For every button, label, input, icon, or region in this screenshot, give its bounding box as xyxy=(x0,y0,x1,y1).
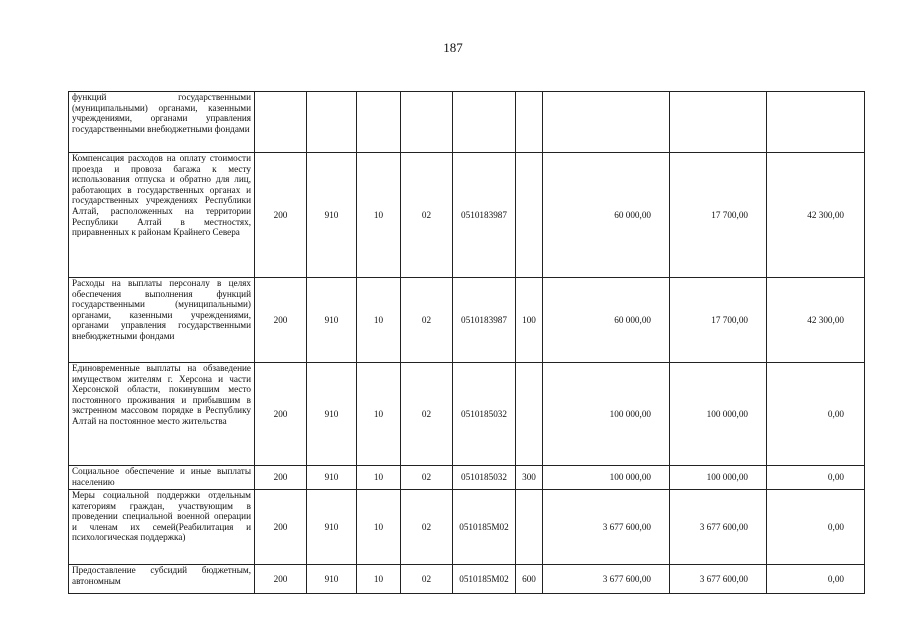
cell-amount-2: 100 000,00 xyxy=(670,466,767,490)
cell-code-1: 200 xyxy=(255,278,307,363)
cell-target-article: 0510183987 xyxy=(453,278,516,363)
cell-expense-type: 100 xyxy=(516,278,543,363)
cell-amount-3 xyxy=(767,92,865,153)
row-description: Единовременные выплаты на обзаведение имуществом жителям г. Херсона и части Херсонской области, покинувшим место постоянного проживания и прибывшим в экстренном массовом порядке в Республику Алтай на постоянное место жительства xyxy=(69,363,255,466)
cell-code-3: 10 xyxy=(357,565,401,594)
cell-expense-type: 300 xyxy=(516,466,543,490)
row-description: Предоставление субсидий бюджетным, автономным xyxy=(69,565,255,594)
cell-amount-3: 0,00 xyxy=(767,490,865,565)
table-row xyxy=(69,278,865,363)
cell-code-1: 200 xyxy=(255,466,307,490)
table-row xyxy=(69,490,865,565)
cell-code-1: 200 xyxy=(255,490,307,565)
cell-code-4: 02 xyxy=(401,153,453,278)
cell-expense-type xyxy=(516,92,543,153)
cell-code-3: 10 xyxy=(357,363,401,466)
cell-target-article: 0510185032 xyxy=(453,466,516,490)
row-description: Компенсация расходов на оплату стоимости проезда и провоза багажа к месту использования отпуска и обратно для лиц, работающих в государственных органах и государственных учреждениях Республики Алтай, расположенных на территории Республики Алтай в местностях, приравненных к районам Крайнего Севера xyxy=(69,153,255,278)
cell-target-article: 0510185М02 xyxy=(453,490,516,565)
cell-amount-1: 3 677 600,00 xyxy=(543,490,670,565)
cell-code-4: 02 xyxy=(401,565,453,594)
cell-amount-2: 3 677 600,00 xyxy=(670,490,767,565)
cell-amount-1: 3 677 600,00 xyxy=(543,565,670,594)
cell-expense-type: 600 xyxy=(516,565,543,594)
cell-code-2: 910 xyxy=(307,490,357,565)
cell-amount-2: 3 677 600,00 xyxy=(670,565,767,594)
cell-code-3: 10 xyxy=(357,278,401,363)
cell-code-2 xyxy=(307,92,357,153)
cell-amount-2: 100 000,00 xyxy=(670,363,767,466)
page-number: 187 xyxy=(443,40,463,55)
cell-amount-2 xyxy=(670,92,767,153)
cell-amount-1: 100 000,00 xyxy=(543,466,670,490)
cell-expense-type xyxy=(516,153,543,278)
table-row xyxy=(69,153,865,278)
cell-amount-3: 42 300,00 xyxy=(767,153,865,278)
cell-target-article: 0510185032 xyxy=(453,363,516,466)
cell-amount-3: 0,00 xyxy=(767,363,865,466)
cell-amount-2: 17 700,00 xyxy=(670,153,767,278)
cell-code-2: 910 xyxy=(307,565,357,594)
table-row xyxy=(69,565,865,594)
cell-amount-1 xyxy=(543,92,670,153)
cell-code-2: 910 xyxy=(307,363,357,466)
cell-code-4: 02 xyxy=(401,278,453,363)
table-row xyxy=(69,363,865,466)
row-description: Социальное обеспечение и иные выплаты населению xyxy=(69,466,255,490)
cell-code-3: 10 xyxy=(357,153,401,278)
table-row xyxy=(69,92,865,153)
cell-code-2: 910 xyxy=(307,278,357,363)
cell-code-3: 10 xyxy=(357,466,401,490)
cell-code-2: 910 xyxy=(307,153,357,278)
cell-amount-3: 0,00 xyxy=(767,565,865,594)
cell-amount-1: 100 000,00 xyxy=(543,363,670,466)
row-description: Меры социальной поддержки отдельным категориям граждан, участвующим в проведении специальной военной операции и членам их семей(Реабилитация и психологическая поддержка) xyxy=(69,490,255,565)
cell-expense-type xyxy=(516,490,543,565)
cell-code-4 xyxy=(401,92,453,153)
cell-amount-3: 42 300,00 xyxy=(767,278,865,363)
cell-code-1: 200 xyxy=(255,363,307,466)
cell-code-4: 02 xyxy=(401,490,453,565)
cell-code-1: 200 xyxy=(255,565,307,594)
budget-table xyxy=(68,91,865,594)
row-description: Расходы на выплаты персоналу в целях обеспечения выполнения функций государственными (муниципальными) органами, казенными учреждениями, органами управления государственными внебюджетными фондами xyxy=(69,278,255,363)
cell-code-2: 910 xyxy=(307,466,357,490)
cell-target-article xyxy=(453,92,516,153)
cell-amount-1: 60 000,00 xyxy=(543,153,670,278)
cell-target-article: 0510185М02 xyxy=(453,565,516,594)
row-description: функций государственными (муниципальными) органами, казенными учреждениями, органами управления государственными внебюджетными фондами xyxy=(69,92,255,153)
cell-code-3 xyxy=(357,92,401,153)
cell-amount-3: 0,00 xyxy=(767,466,865,490)
cell-expense-type xyxy=(516,363,543,466)
cell-code-4: 02 xyxy=(401,363,453,466)
cell-code-1: 200 xyxy=(255,153,307,278)
cell-amount-1: 60 000,00 xyxy=(543,278,670,363)
cell-code-4: 02 xyxy=(401,466,453,490)
table-row xyxy=(69,466,865,490)
cell-code-3: 10 xyxy=(357,490,401,565)
cell-code-1 xyxy=(255,92,307,153)
cell-target-article: 0510183987 xyxy=(453,153,516,278)
cell-amount-2: 17 700,00 xyxy=(670,278,767,363)
